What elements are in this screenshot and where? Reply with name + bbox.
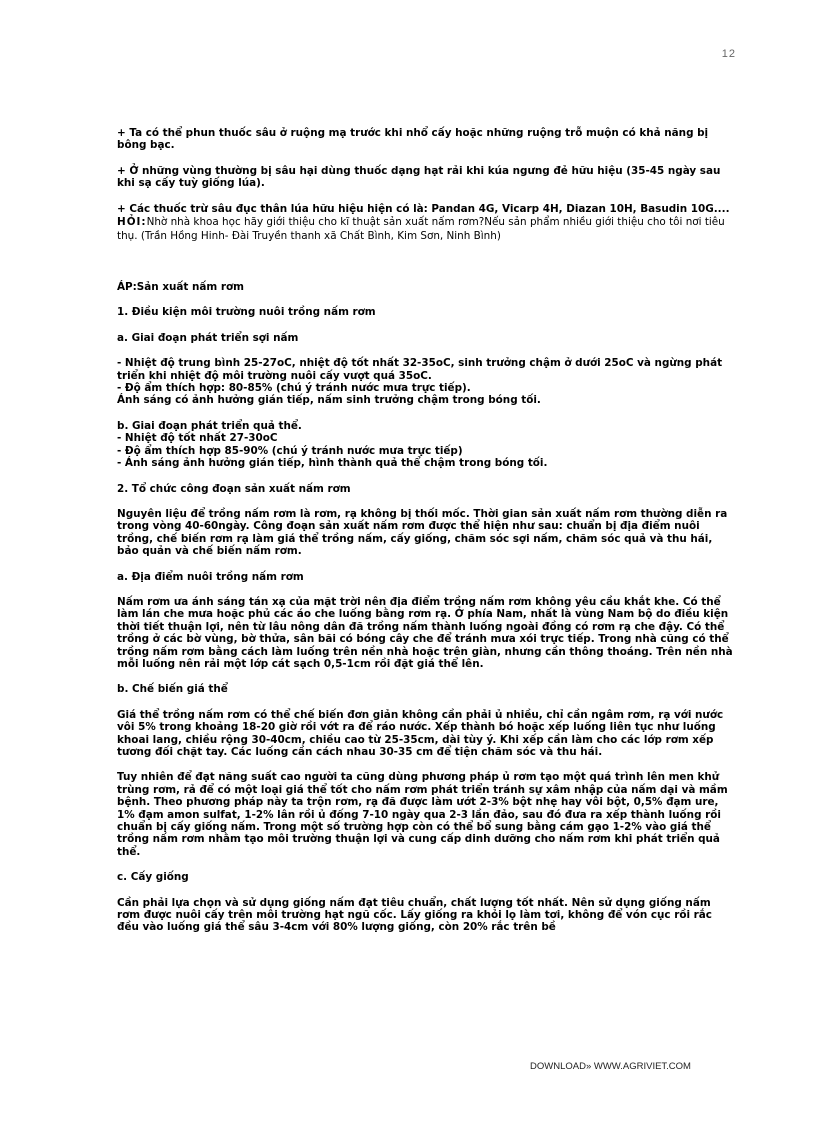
footer-download-link[interactable]: DOWNLOAD» WWW.AGRIVIET.COM bbox=[530, 1061, 691, 1072]
paragraph-pesticide-list: + Các thuốc trừ sâu đục thân lúa hữu hiệu hiện có là: Pandan 4G, Vicarp 4H, Diazan 10H, Basudin 10G.... bbox=[117, 202, 730, 215]
section-heading-2c: c. Cấy giống bbox=[117, 871, 189, 884]
paragraph-spray-note: + Ta có thể phun thuốc sâu ở ruộng mạ trước khi nhổ cấy hoặc những ruộng trỗ muộn có khả năng bị bông bạc. bbox=[117, 127, 709, 152]
question-label: HỎI: bbox=[117, 216, 147, 229]
section-heading-2b: b. Chế biến giá thể bbox=[117, 683, 228, 696]
section-heading-1a: a. Giai đoạn phát triển sợi nấm bbox=[117, 331, 299, 344]
list-item-1b-temperature: - Nhiệt độ tốt nhất 27-30oC bbox=[117, 432, 278, 445]
section-heading-1b: b. Giai đoạn phát triển quả thể. bbox=[117, 419, 302, 432]
section-heading-2: 2. Tổ chức công đoạn sản xuất nấm rơm bbox=[117, 482, 351, 495]
question-text: Nhờ nhà khoa học hãy giới thiệu cho kĩ thuật sản xuất nấm rơm?Nếu sản phẩm nhiều giới thiệu cho tôi nơi tiêu thụ. (Trần Hồng Hinh- Đài Truyền thanh xã Chất Bình, Kim Sơn, Ninh Bình) bbox=[117, 216, 725, 243]
paragraph-1a-temperature: - Nhiệt độ trung bình 25-27oC, nhiệt độ tốt nhất 32-35oC, sinh trưởng chậm ở dưới 25oC và ngừng phát triển khi nhiệt độ môi trường nuôi cấy vượt quá 35oC. bbox=[117, 357, 723, 382]
list-item-1b-humidity: - Độ ẩm thích hợp 85-90% (chú ý tránh nước mưa trực tiếp) bbox=[117, 444, 463, 457]
paragraph-2a-location: Nấm rơm ưa ánh sáng tán xạ của mặt trời nên địa điểm trồng nấm rơm không yêu cầu khắt khe. Có thể làm lán che mưa hoặc phủ các áo che luống bằng rơm rạ. Ở phía Nam, nhất là vùng Nam bộ do điều kiện thời tiết thuận lợi, nên từ lâu nông dân đã trồng nấm thành luống ngoài đồng có rơm rạ che đậy. Có thể trồng ở các bờ vùng, bờ thửa, sân bãi có bóng cây che để tránh mưa xói trực tiếp. Trong nhà cũng có thể trồng nấm rơm bằng cách làm luống trên nền nhà hoặc trên giàn, nhưng cần thông thoáng. Trên nền nhà mỗi luống nên rải một lớp cát sạch 0,5-1cm rồi đặt giá thể lên. bbox=[117, 595, 733, 670]
paragraph-1a-humidity: - Độ ẩm thích hợp: 80-85% (chú ý tránh nước mưa trực tiếp). bbox=[117, 382, 471, 395]
list-item-1b-light: - Ánh sáng ảnh hưởng gián tiếp, hình thành quả thể chậm trong bóng tối. bbox=[117, 457, 548, 470]
paragraph-granule-note: + Ở những vùng thường bị sâu hại dùng thuốc dạng hạt rải khi kúa ngưng đẻ hữu hiệu (35-45 ngày sau khi sạ cấy tuỳ giống lúa). bbox=[117, 164, 721, 190]
document-body bbox=[117, 127, 737, 934]
question-block bbox=[117, 215, 737, 243]
answer-heading: ÁP:Sản xuất nấm rơm bbox=[117, 281, 244, 294]
paragraph-2-intro: Nguyên liệu để trồng nấm rơm là rơm, rạ không bị thối mốc. Thời gian sản xuất nấm rơm thường diễn ra trong vòng 40-60ngày. Công đoạn sản xuất nấm rơm được thể hiện như sau: chuẩn bị địa điểm nuôi trồng, chế biến rơm rạ làm giá thể trồng nấm, cấy giống, chăm sóc sợi nấm, chăm sóc quả và thu hái, bảo quản và chế biến nấm rơm. bbox=[117, 507, 728, 558]
section-heading-1: 1. Điều kiện môi trường nuôi trồng nấm rơm bbox=[117, 306, 376, 319]
paragraph-2c-spawning: Cần phải lựa chọn và sử dụng giống nấm đạt tiêu chuẩn, chất lượng tốt nhất. Nên sử dụng giống nấm rơm được nuôi cấy trên môi trường hạt ngũ cốc. Lấy giống ra khỏi lọ làm tơi, không để vón cục rồi rắc đều vào luống giá thể sâu 3-4cm với 80% lượng giống, còn 20% rắc trên bề bbox=[117, 896, 712, 934]
page-number: 12 bbox=[721, 48, 736, 60]
paragraph-2b-composting: Tuy nhiên để đạt năng suất cao người ta cũng dùng phương pháp ủ rơm tạo một quá trình lên men khử trùng rơm, rả để có một loại giá thể tốt cho nấm rơm phát triển tránh sự xâm nhập của nấm dại và mầm bệnh. Theo phương pháp này ta trộn rơm, rạ đã được làm ướt 2-3% bột nhẹ hay vôi bột, 0,5% đạm ure, 1% đạm amon sulfat, 1-2% lân rồi ủ đống 7-10 ngày qua 2-3 lần đảo, sau đó đưa ra xếp thành luống rồi chuẩn bị cấy giống nấm. Trong một số trường hợp còn có thể bổ sung bằng cám gạo 1-2% vào giá thể trồng nấm rơm nhằm tạo môi trường thuận lợi và cung cấp dinh dưỡng cho nấm rơm khi phát triển quả thể. bbox=[117, 771, 728, 858]
paragraph-2b-substrate: Giá thể trồng nấm rơm có thể chế biến đơn giản không cần phải ủ nhiều, chỉ cần ngâm rơm, rạ với nước vôi 5% trong khoảng 18-20 giờ rồi vớt ra để ráo nước. Xếp thành bó hoặc xếp luống liên tục như luống khoai lang, chiều rộng 30-40cm, chiều cao từ 25-35cm, dài tùy ý. Khi xếp cần làm cho các lớp rơm xếp tương đối chặt tay. Các luống cần cách nhau 30-35 cm để tiện chăm sóc và thu hái. bbox=[117, 708, 724, 758]
paragraph-1a-light: Ánh sáng có ảnh hưởng gián tiếp, nấm sinh trưởng chậm trong bóng tối. bbox=[117, 394, 541, 407]
section-heading-2a: a. Địa điểm nuôi trồng nấm rơm bbox=[117, 570, 304, 583]
